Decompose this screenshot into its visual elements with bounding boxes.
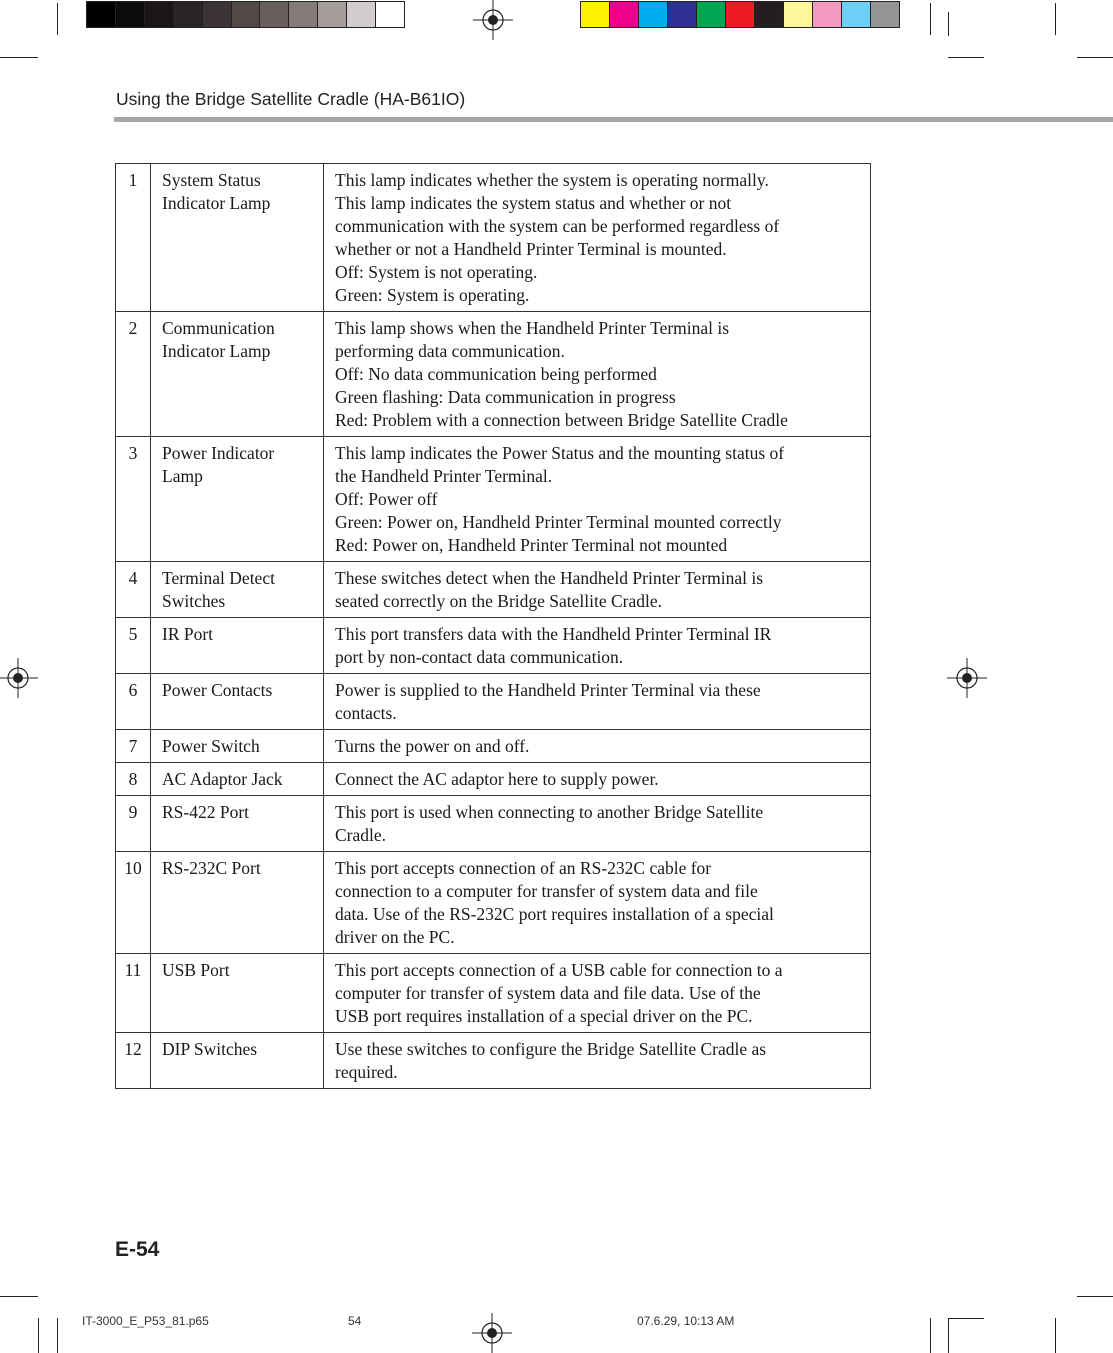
- item-name-line: USB Port: [162, 960, 230, 980]
- description-line: port by non-contact data communication.: [335, 647, 624, 667]
- table-row: [116, 437, 871, 562]
- item-number: 7: [116, 730, 151, 763]
- crop-mark: [1077, 1296, 1113, 1297]
- item-description: [324, 437, 871, 562]
- registration-mark-icon: [0, 658, 38, 698]
- item-description: [324, 730, 871, 763]
- description-line: This port transfers data with the Handheld Printer Terminal IR: [335, 624, 772, 644]
- description-line: This lamp indicates the system status and whether or not: [335, 193, 732, 213]
- table-row: [116, 164, 871, 312]
- description-line: the Handheld Printer Terminal.: [335, 466, 553, 486]
- footer-timestamp: 07.6.29, 10:13 AM: [637, 1314, 735, 1328]
- table-row: [116, 562, 871, 618]
- color-swatch: [639, 2, 668, 27]
- table-row: [116, 618, 871, 674]
- color-swatch: [610, 2, 639, 27]
- description-line: communication with the system can be performed regardless of: [335, 216, 780, 236]
- crop-mark: [948, 1318, 949, 1353]
- footer-file-name: IT-3000_E_P53_81.p65: [82, 1314, 209, 1328]
- registration-mark-icon: [947, 658, 987, 698]
- description-line: connection to a computer for transfer of system data and file: [335, 881, 758, 901]
- item-name-line: IR Port: [162, 624, 214, 644]
- crop-mark: [948, 57, 984, 58]
- color-swatch: [289, 2, 318, 27]
- description-line: This lamp shows when the Handheld Printer Terminal is: [335, 318, 730, 338]
- description-line: This lamp indicates the Power Status and the mounting status of: [335, 443, 785, 463]
- description-line: seated correctly on the Bridge Satellite Cradle.: [335, 591, 663, 611]
- color-swatch: [203, 2, 232, 27]
- color-swatch: [813, 2, 842, 27]
- color-swatch: [232, 2, 261, 27]
- crop-mark: [1055, 3, 1056, 35]
- description-line: This port accepts connection of an RS-232C cable for: [335, 858, 712, 878]
- item-name-line: System Status: [162, 170, 261, 190]
- footer-page: 54: [348, 1314, 362, 1328]
- color-swatch: [145, 2, 174, 27]
- item-description: [324, 618, 871, 674]
- item-description: [324, 562, 871, 618]
- item-number: 2: [116, 312, 151, 437]
- description-line: Use these switches to configure the Bridge Satellite Cradle as: [335, 1039, 767, 1059]
- description-line: performing data communication.: [335, 341, 565, 361]
- table-row: [116, 954, 871, 1033]
- item-number: 10: [116, 852, 151, 954]
- description-line: contacts.: [335, 703, 397, 723]
- registration-mark-icon: [472, 1313, 512, 1353]
- item-description: [324, 852, 871, 954]
- item-name-line: Indicator Lamp: [162, 193, 271, 213]
- item-name: [151, 954, 324, 1033]
- item-number: 9: [116, 796, 151, 852]
- item-name: [151, 674, 324, 730]
- page-number: E-54: [115, 1238, 160, 1261]
- color-swatch: [668, 2, 697, 27]
- item-name: [151, 1033, 324, 1089]
- crop-mark: [1055, 1318, 1056, 1353]
- description-line: driver on the PC.: [335, 927, 455, 947]
- item-description: [324, 796, 871, 852]
- crop-mark: [1077, 57, 1113, 58]
- crop-mark: [57, 3, 58, 35]
- item-number: 1: [116, 164, 151, 312]
- color-swatch: [726, 2, 755, 27]
- item-number: 11: [116, 954, 151, 1033]
- color-swatch: [87, 2, 116, 27]
- item-name-line: Switches: [162, 591, 226, 611]
- description-line: Red: Problem with a connection between Bridge Satellite Cradle: [335, 410, 788, 430]
- description-line: Green: Power on, Handheld Printer Terminal mounted correctly: [335, 512, 782, 532]
- description-line: whether or not a Handheld Printer Terminal is mounted.: [335, 239, 727, 259]
- item-name-line: Terminal Detect: [162, 568, 275, 588]
- description-line: data. Use of the RS-232C port requires installation of a special: [335, 904, 774, 924]
- header-rule: [114, 117, 1113, 122]
- item-name-line: Lamp: [162, 466, 203, 486]
- description-line: Power is supplied to the Handheld Printer Terminal via these: [335, 680, 761, 700]
- item-number: 4: [116, 562, 151, 618]
- item-name-line: RS-232C Port: [162, 858, 261, 878]
- table-row: [116, 312, 871, 437]
- crop-mark: [948, 1318, 984, 1319]
- item-number: 6: [116, 674, 151, 730]
- color-swatch: [784, 2, 813, 27]
- item-description: [324, 954, 871, 1033]
- item-name-line: Power Contacts: [162, 680, 273, 700]
- item-number: 5: [116, 618, 151, 674]
- crop-mark: [0, 57, 38, 58]
- table-row: [116, 852, 871, 954]
- item-name: [151, 852, 324, 954]
- description-line: required.: [335, 1062, 398, 1082]
- description-line: This port is used when connecting to another Bridge Satellite: [335, 802, 764, 822]
- description-line: Green: System is operating.: [335, 285, 530, 305]
- table-row: [116, 796, 871, 852]
- registration-mark-icon: [473, 0, 513, 40]
- table-row: [116, 730, 871, 763]
- crop-mark: [57, 1318, 58, 1353]
- process-color-bar: [580, 1, 900, 28]
- description-line: USB port requires installation of a special driver on the PC.: [335, 1006, 753, 1026]
- item-name-line: Communication: [162, 318, 275, 338]
- table-row: [116, 674, 871, 730]
- crop-mark: [0, 1296, 38, 1297]
- color-swatch: [116, 2, 145, 27]
- grayscale-color-bar: [86, 1, 405, 28]
- description-line: Green flashing: Data communication in progress: [335, 387, 676, 407]
- running-header: Using the Bridge Satellite Cradle (HA-B61IO): [116, 89, 466, 109]
- item-name: [151, 562, 324, 618]
- item-number: 8: [116, 763, 151, 796]
- item-name: [151, 312, 324, 437]
- description-line: This lamp indicates whether the system is operating normally.: [335, 170, 769, 190]
- item-name-line: Power Indicator: [162, 443, 275, 463]
- item-description: [324, 164, 871, 312]
- item-description: [324, 674, 871, 730]
- description-line: Connect the AC adaptor here to supply power.: [335, 769, 659, 789]
- description-line: This port accepts connection of a USB cable for connection to a: [335, 960, 783, 980]
- item-number: 12: [116, 1033, 151, 1089]
- item-name: [151, 796, 324, 852]
- description-line: These switches detect when the Handheld Printer Terminal is: [335, 568, 764, 588]
- description-line: Off: No data communication being performed: [335, 364, 657, 384]
- color-swatch: [871, 2, 899, 27]
- item-name: [151, 618, 324, 674]
- item-number: 3: [116, 437, 151, 562]
- description-line: Red: Power on, Handheld Printer Terminal not mounted: [335, 535, 728, 555]
- color-swatch: [842, 2, 871, 27]
- color-swatch: [697, 2, 726, 27]
- item-name-line: Indicator Lamp: [162, 341, 271, 361]
- description-line: Cradle.: [335, 825, 387, 845]
- item-name-line: DIP Switches: [162, 1039, 258, 1059]
- color-swatch: [174, 2, 203, 27]
- item-description: [324, 312, 871, 437]
- crop-mark: [948, 12, 949, 36]
- crop-mark: [38, 1318, 39, 1353]
- item-name: [151, 763, 324, 796]
- color-swatch: [347, 2, 376, 27]
- item-name-line: AC Adaptor Jack: [162, 769, 283, 789]
- description-line: Off: Power off: [335, 489, 438, 509]
- item-name: [151, 437, 324, 562]
- item-name-line: Power Switch: [162, 736, 260, 756]
- item-description: [324, 1033, 871, 1089]
- item-description: [324, 763, 871, 796]
- table-row: [116, 763, 871, 796]
- color-swatch: [318, 2, 347, 27]
- crop-mark: [930, 1318, 931, 1353]
- color-swatch: [376, 2, 404, 27]
- crop-mark: [930, 3, 931, 35]
- description-line: computer for transfer of system data and file data. Use of the: [335, 983, 761, 1003]
- color-swatch: [260, 2, 289, 27]
- color-swatch: [581, 2, 610, 27]
- description-line: Turns the power on and off.: [335, 736, 530, 756]
- item-name-line: RS-422 Port: [162, 802, 250, 822]
- item-name: [151, 730, 324, 763]
- color-swatch: [755, 2, 784, 27]
- description-line: Off: System is not operating.: [335, 262, 538, 282]
- parts-description-table: [115, 163, 871, 1089]
- item-name: [151, 164, 324, 312]
- table-row: [116, 1033, 871, 1089]
